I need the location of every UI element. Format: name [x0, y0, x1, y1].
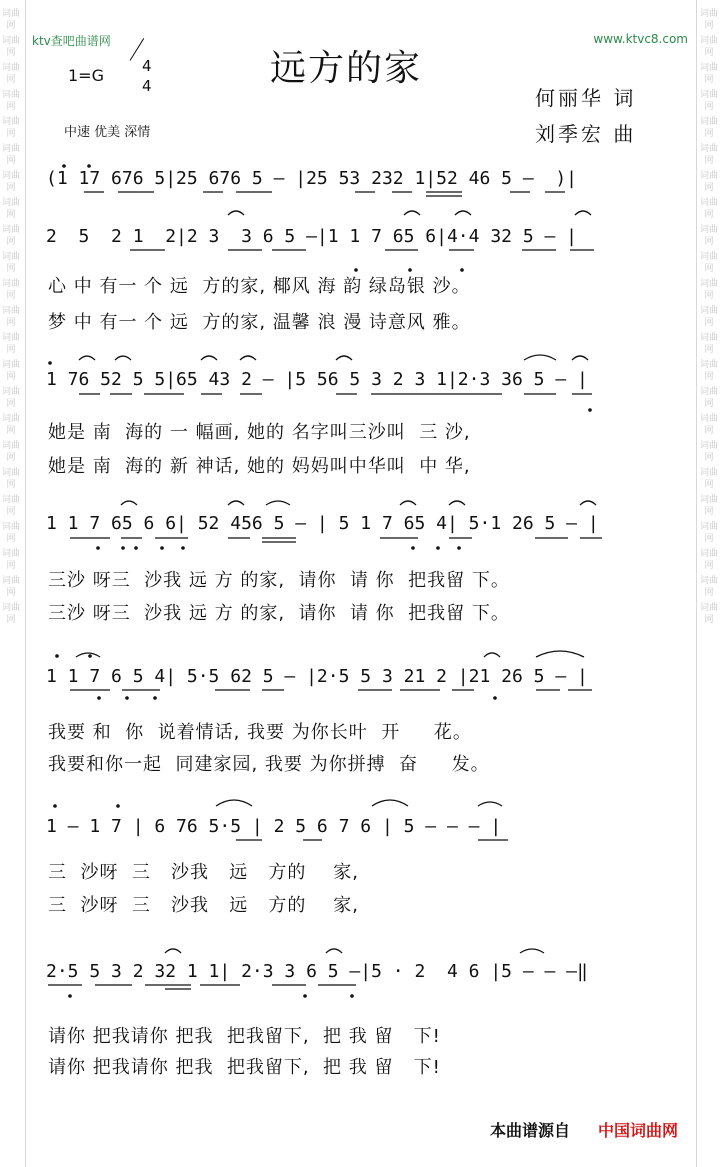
watermark-text: 词曲网: [700, 360, 719, 382]
watermark-text: 词曲网: [700, 171, 719, 193]
watermark-text: 词曲网: [2, 441, 21, 463]
watermark-text: 词曲网: [2, 63, 21, 85]
watermark-text: 词曲网: [700, 387, 719, 409]
lyric-line-5a: 我要 和 你 说着情话, 我要 为你长叶 开 花。: [48, 722, 472, 743]
site-label-left: ktv查吧曲谱网: [32, 34, 111, 48]
watermark-text: 词曲网: [700, 603, 719, 625]
watermark-text: 词曲网: [700, 576, 719, 598]
notes-line-5: 1 1 7 6 5 4| 5·5 62 5 — |2·5 5 3 21 2 |21 26 5 — |: [46, 666, 588, 687]
time-signature-top: 4: [142, 57, 152, 75]
watermark-text: 词曲网: [2, 225, 21, 247]
watermark-text: 词曲网: [2, 576, 21, 598]
watermark-text: 词曲网: [2, 495, 21, 517]
site-label-right: www.ktvc8.com: [593, 32, 688, 46]
key-signature: 1=G: [68, 66, 104, 85]
notes-line-3: 1 76 52 5 5|65 43 2 — |5 56 5 3 2 3 1|2·3 36 5 — |: [46, 369, 588, 390]
watermark-text: 词曲网: [700, 306, 719, 328]
watermark-text: 词曲网: [2, 603, 21, 625]
watermark-text: 词曲网: [700, 90, 719, 112]
watermark-text: 词曲网: [2, 387, 21, 409]
song-title: 远方的家: [270, 48, 423, 89]
watermark-text: 词曲网: [700, 441, 719, 463]
watermark-text: 词曲网: [700, 333, 719, 355]
watermark-text: 词曲网: [2, 90, 21, 112]
watermark-text: 词曲网: [700, 63, 719, 85]
watermark-text: 词曲网: [2, 117, 21, 139]
tempo-marking: 中速 优美 深情: [64, 125, 151, 140]
watermark-text: 词曲网: [700, 468, 719, 490]
watermark-text: 词曲网: [2, 36, 21, 58]
watermark-left: [2, 8, 20, 629]
lyricist: 何丽华 词: [535, 86, 637, 110]
notes-line-2: 2 5 2 1 2|2 3 3 6 5 —|1 1 7 65 6|4·4 32 5 — |: [46, 226, 578, 247]
watermark-text: 词曲网: [700, 9, 719, 31]
lyric-line-2a: 心 中 有一 个 远 方的家, 椰风 海 韵 绿岛银 沙。: [48, 276, 471, 297]
time-signature-bottom: 4: [142, 77, 152, 95]
watermark-text: 词曲网: [2, 414, 21, 436]
watermark-text: 词曲网: [700, 198, 719, 220]
watermark-text: 词曲网: [2, 468, 21, 490]
composer: 刘季宏 曲: [535, 122, 637, 146]
lyric-line-2b: 梦 中 有一 个 远 方的家, 温馨 浪 漫 诗意风 雅。: [48, 312, 471, 333]
watermark-text: 词曲网: [2, 360, 21, 382]
watermark-text: 词曲网: [700, 522, 719, 544]
watermark-text: 词曲网: [700, 495, 719, 517]
watermark-text: 词曲网: [2, 333, 21, 355]
lyric-line-6a: 三 沙呀 三 沙我 远 方的 家,: [48, 862, 359, 883]
notes-line-4: 1 1 7 65 6 6| 52 456 5 — | 5 1 7 65 4| 5·1 26 5 — |: [46, 513, 599, 534]
notes-line-6: 1 — 1 7 | 6 76 5·5 | 2 5 6 7 6 | 5 — — — |: [46, 816, 502, 837]
watermark-text: 词曲网: [700, 414, 719, 436]
watermark-text: 词曲网: [2, 198, 21, 220]
watermark-text: 词曲网: [700, 144, 719, 166]
watermark-text: 词曲网: [700, 36, 719, 58]
footer-source-label: 本曲谱源自: [490, 1121, 571, 1140]
lyric-line-4b: 三沙 呀三 沙我 远 方 的家, 请你 请 你 把我留 下。: [48, 603, 510, 624]
watermark-text: 词曲网: [2, 549, 21, 571]
lyric-line-3b: 她是 南 海的 新 神话, 她的 妈妈叫中华叫 中 华,: [48, 456, 471, 477]
watermark-right: [700, 8, 718, 629]
lyric-line-3a: 她是 南 海的 一 幅画, 她的 名字叫三沙叫 三 沙,: [48, 422, 471, 443]
notes-line-7: 2·5 5 3 2 32 1 1| 2·3 3 6 5 —|5 · 2 4 6 |5 — — —‖: [46, 961, 588, 982]
lyric-line-5b: 我要和你一起 同建家园, 我要 为你拼搏 奋 发。: [48, 754, 490, 775]
watermark-text: 词曲网: [2, 144, 21, 166]
watermark-text: 词曲网: [2, 252, 21, 274]
lyric-line-7a: 请你 把我请你 把我 把我留下, 把 我 留 下!: [48, 1026, 441, 1047]
watermark-text: 词曲网: [2, 279, 21, 301]
watermark-text: 词曲网: [2, 522, 21, 544]
watermark-text: 词曲网: [700, 252, 719, 274]
watermark-text: 词曲网: [2, 306, 21, 328]
lyric-line-4a: 三沙 呀三 沙我 远 方 的家, 请你 请 你 把我留 下。: [48, 570, 510, 591]
lyric-line-7b: 请你 把我请你 把我 把我留下, 把 我 留 下!: [48, 1057, 441, 1078]
time-signature: [136, 56, 152, 96]
watermark-text: 词曲网: [700, 279, 719, 301]
watermark-text: 词曲网: [2, 171, 21, 193]
watermark-text: 词曲网: [700, 117, 719, 139]
footer-source-link[interactable]: 中国词曲网: [598, 1121, 679, 1140]
lyric-line-6b: 三 沙呀 三 沙我 远 方的 家,: [48, 895, 359, 916]
notes-line-1: (1 17 676 5|25 676 5 — |25 53 232 1|52 46 5 — )|: [46, 168, 578, 189]
watermark-text: 词曲网: [700, 225, 719, 247]
watermark-text: 词曲网: [700, 549, 719, 571]
watermark-text: 词曲网: [2, 9, 21, 31]
